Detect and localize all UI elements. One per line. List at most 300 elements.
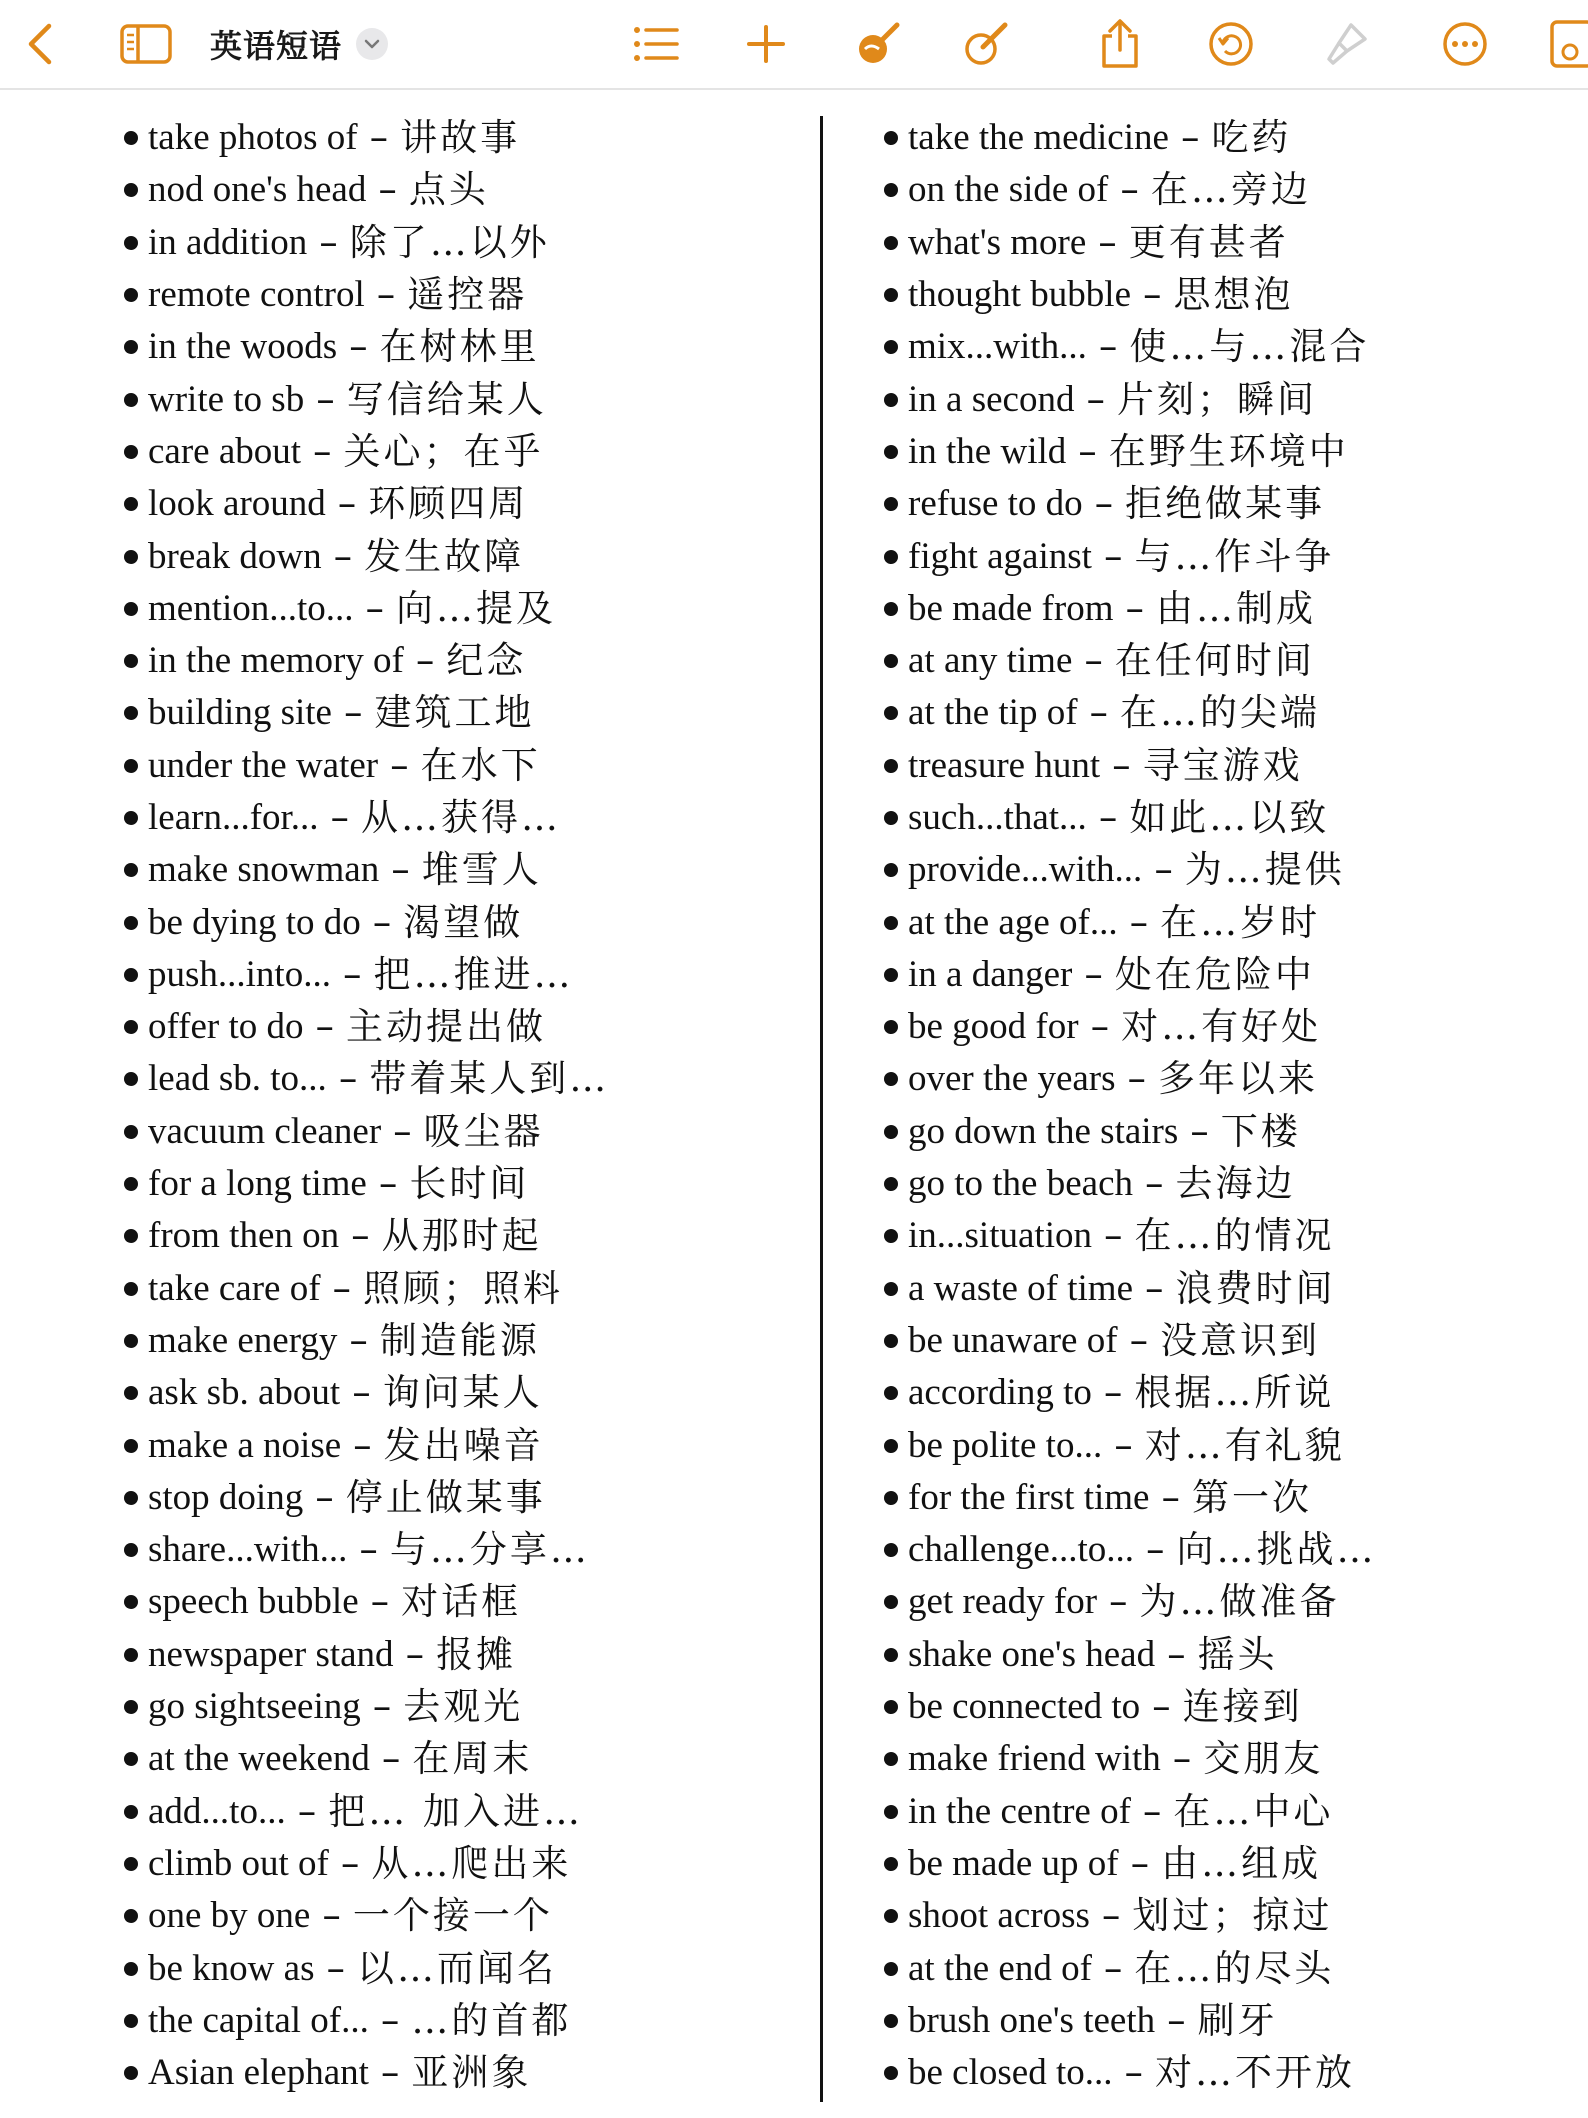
phrase-item	[124, 478, 609, 530]
document-title-menu[interactable]	[210, 10, 388, 78]
bullet-icon	[884, 1386, 898, 1400]
phrase-chinese: 第一次	[1191, 1475, 1312, 1519]
phrase-item	[124, 740, 609, 792]
phrase-english: mention...to...	[148, 587, 354, 629]
phrase-item	[124, 1472, 609, 1524]
bullet-icon	[884, 1491, 898, 1505]
bullet-icon	[124, 1020, 138, 1034]
dash-separator: –	[349, 1318, 368, 1362]
dash-separator: –	[351, 1214, 370, 1258]
phrase-english: a waste of time	[908, 1267, 1133, 1309]
dash-separator: –	[1101, 1894, 1121, 1938]
bullet-icon	[884, 1909, 898, 1923]
dash-separator: –	[1098, 796, 1118, 839]
bullet-icon	[884, 1125, 898, 1139]
phrase-english: speech bubble	[148, 1581, 359, 1623]
bullet-icon	[124, 706, 138, 720]
phrase-english: make a noise	[148, 1424, 342, 1466]
phrase-item	[124, 1419, 609, 1471]
phrase-chinese: 在…中心	[1173, 1789, 1334, 1833]
phrase-chinese: 拒绝做某事	[1125, 482, 1326, 526]
bullet-icon	[884, 602, 898, 616]
bullet-icon	[884, 916, 898, 930]
brush-icon[interactable]	[852, 10, 904, 78]
bullet-icon	[884, 1543, 898, 1557]
phrase-english: add...to...	[148, 1790, 286, 1832]
phrase-chinese: 为…提供	[1184, 848, 1345, 892]
phrase-english: share...with...	[148, 1529, 348, 1571]
phrase-english: from then on	[148, 1215, 340, 1257]
phrase-english: care about	[148, 430, 302, 472]
phrase-chinese: 对…有礼貌	[1144, 1423, 1345, 1467]
phrase-english: go down the stairs	[908, 1110, 1179, 1152]
phrase-chinese: 在树林里	[379, 325, 540, 369]
phrase-item	[124, 112, 609, 164]
bullet-icon	[884, 340, 898, 354]
bullet-icon	[124, 236, 138, 250]
dash-separator: –	[1103, 1214, 1123, 1258]
phrase-item	[124, 217, 609, 269]
dash-separator: –	[372, 1685, 392, 1729]
bullet-icon	[884, 1857, 898, 1871]
phrase-item	[884, 740, 1377, 792]
phrase-chinese: 交朋友	[1203, 1737, 1324, 1781]
phrase-item	[124, 1942, 609, 1994]
phrase-chinese: 去海边	[1175, 1162, 1296, 1206]
phrase-english: be made up of	[908, 1842, 1119, 1884]
phrase-item	[884, 1158, 1377, 1210]
bullet-icon	[124, 340, 138, 354]
phrase-chinese: 把…推进…	[373, 952, 574, 996]
bullet-icon	[124, 288, 138, 302]
phrase-item	[884, 1472, 1377, 1524]
phrase-english: for a long time	[148, 1163, 367, 1205]
phrase-item	[124, 530, 609, 582]
bullet-icon	[884, 811, 898, 825]
dash-separator: –	[297, 1789, 317, 1833]
bullet-icon	[884, 183, 898, 197]
bullet-icon	[124, 393, 138, 407]
phrase-item	[884, 1629, 1377, 1681]
phrase-english: climb out of	[148, 1842, 329, 1884]
phrase-item	[884, 1263, 1377, 1315]
phrase-item	[124, 1158, 609, 1210]
dash-separator: –	[405, 1632, 425, 1676]
bullet-icon	[884, 1962, 898, 1976]
phrase-chinese: 点头	[408, 168, 489, 212]
phrase-english: be closed to...	[908, 2052, 1113, 2094]
phrase-item	[124, 687, 609, 739]
phrase-english: Asian elephant	[148, 2052, 369, 2094]
dash-separator: –	[378, 168, 397, 212]
phrase-item	[124, 373, 609, 425]
bullet-icon	[124, 1386, 138, 1400]
dash-separator: –	[1172, 1737, 1192, 1781]
dash-separator: –	[316, 377, 335, 421]
phrase-chinese: 发生故障	[364, 534, 525, 578]
phrase-chinese: 写信给某人	[346, 377, 547, 421]
phrase-chinese: …的首都	[411, 1998, 572, 2042]
dash-separator: –	[349, 325, 368, 369]
dash-separator: –	[390, 743, 409, 787]
dash-separator: –	[380, 1998, 400, 2042]
dash-separator: –	[1090, 1005, 1110, 1049]
phrase-english: provide...with...	[908, 849, 1143, 891]
dash-separator: –	[353, 1423, 372, 1467]
list-icon[interactable]	[630, 10, 682, 78]
phrase-english: be made from	[908, 587, 1114, 629]
phrase-item	[884, 844, 1377, 896]
more-icon[interactable]	[1440, 10, 1490, 78]
phrase-english: brush one's teeth	[908, 1999, 1156, 2041]
phrase-item	[124, 1315, 609, 1367]
dash-separator: –	[1167, 1998, 1186, 2042]
phrase-chinese: 报摊	[436, 1632, 517, 1676]
dash-separator: –	[1084, 639, 1103, 683]
toolbar	[0, 0, 1588, 90]
phrase-chinese: 在…岁时	[1160, 900, 1321, 944]
phrase-item	[124, 1629, 609, 1681]
bullet-icon	[884, 393, 898, 407]
dash-separator: –	[1086, 377, 1105, 421]
phrase-chinese: 渴望做	[403, 900, 524, 944]
phrase-item	[124, 583, 609, 635]
bullet-icon	[124, 916, 138, 930]
bullet-icon	[884, 131, 898, 145]
bullet-icon	[124, 759, 138, 773]
phrase-item	[884, 1681, 1377, 1733]
dash-separator: –	[1109, 1580, 1128, 1624]
bullet-icon	[884, 1700, 898, 1714]
phrase-chinese: 在…的尖端	[1120, 691, 1321, 735]
dash-separator: –	[326, 1946, 345, 1990]
phrase-item	[124, 1838, 609, 1890]
phrase-chinese: 向…挑战…	[1176, 1528, 1377, 1572]
dash-separator: –	[415, 639, 435, 683]
phrase-item	[884, 1315, 1377, 1367]
phrase-english: over the years	[908, 1058, 1116, 1100]
bullet-icon	[124, 1334, 138, 1348]
phrase-item	[884, 1001, 1377, 1053]
bullet-icon	[124, 445, 138, 459]
bullet-icon	[124, 1805, 138, 1819]
phrase-chinese: 堆雪人	[421, 848, 542, 892]
phrase-item	[884, 635, 1377, 687]
phrase-item	[884, 1524, 1377, 1576]
phrase-chinese: 没意识到	[1160, 1318, 1321, 1362]
phrase-chinese: 主动提出做	[346, 1005, 546, 1049]
bullet-icon	[884, 497, 898, 511]
phrase-chinese: 对…不开放	[1154, 2051, 1355, 2095]
phrase-english: at any time	[908, 640, 1073, 682]
dash-separator: –	[1143, 273, 1162, 317]
phrase-english: be connected to	[908, 1686, 1141, 1728]
phrase-english: refuse to do	[908, 483, 1083, 525]
phrase-item	[124, 896, 609, 948]
pencil-icon[interactable]	[960, 10, 1012, 78]
phrase-item	[124, 1524, 609, 1576]
dash-separator: –	[1078, 429, 1097, 473]
phrase-english: look around	[148, 483, 326, 525]
bullet-icon	[124, 654, 138, 668]
phrase-chinese: 根据…所说	[1134, 1371, 1335, 1415]
dash-separator: –	[393, 1109, 412, 1153]
phrase-chinese: 停止做某事	[345, 1475, 546, 1519]
share-icon[interactable]	[1096, 10, 1144, 78]
column-divider	[820, 116, 823, 2102]
phrase-chinese: 讲故事	[400, 116, 521, 160]
dash-separator: –	[391, 848, 410, 892]
phrase-chinese: 在周末	[412, 1737, 533, 1781]
phrase-english: thought bubble	[908, 274, 1132, 316]
document-icon[interactable]	[1548, 10, 1588, 78]
dash-separator: –	[365, 586, 385, 630]
bullet-icon	[884, 1439, 898, 1453]
bullet-icon	[124, 183, 138, 197]
phrase-chinese: 把… 加入进…	[328, 1789, 583, 1833]
dash-separator: –	[1098, 325, 1118, 369]
phrase-item	[884, 426, 1377, 478]
dash-separator: –	[376, 273, 396, 317]
phrase-item	[124, 844, 609, 896]
bullet-icon	[124, 1857, 138, 1871]
phrase-english: for the first time	[908, 1476, 1150, 1518]
bullet-icon	[884, 759, 898, 773]
dash-separator: –	[1125, 586, 1144, 630]
phrase-chinese: 下楼	[1220, 1109, 1301, 1153]
bullet-icon	[124, 968, 138, 982]
dash-separator: –	[1145, 1162, 1164, 1206]
phrase-item	[884, 478, 1377, 530]
phrase-chinese: 除了…以外	[349, 220, 550, 264]
phrase-chinese: 一个接一个	[352, 1894, 553, 1938]
phrase-chinese: 如此…以致	[1129, 796, 1330, 839]
phrase-chinese: 发出噪音	[383, 1423, 544, 1467]
phrase-english: break down	[148, 535, 322, 577]
bullet-icon	[884, 2066, 898, 2080]
phrase-item	[884, 530, 1377, 582]
dash-separator: –	[340, 1841, 360, 1885]
dash-separator: –	[369, 116, 389, 160]
phrase-item	[884, 896, 1377, 948]
phrase-item	[124, 1681, 609, 1733]
bullet-icon	[124, 1543, 138, 1557]
phrase-english: take photos of	[148, 117, 358, 159]
phrase-chinese: 在…的尽头	[1134, 1946, 1335, 1990]
phrase-english: take the medicine	[908, 117, 1169, 159]
phrase-chinese: 吃药	[1211, 116, 1292, 160]
phrase-item	[884, 949, 1377, 1001]
phrase-item	[884, 1053, 1377, 1105]
dash-separator: –	[1129, 1318, 1149, 1362]
bullet-icon	[124, 1229, 138, 1243]
dash-separator: –	[1103, 1371, 1123, 1415]
dash-separator: –	[1142, 1789, 1162, 1833]
phrase-chinese: 与…作斗争	[1134, 534, 1335, 578]
phrase-item	[124, 164, 609, 216]
phrase-english: such...that...	[908, 797, 1087, 838]
bullet-icon	[884, 1805, 898, 1819]
phrase-chinese: 从…爬出来	[371, 1841, 572, 1885]
phrase-chinese: 纪念	[446, 639, 527, 683]
dash-separator: –	[337, 482, 357, 526]
phrase-english: remote control	[148, 274, 365, 316]
phrase-chinese: 长时间	[409, 1162, 530, 1206]
dash-separator: –	[1098, 220, 1117, 264]
phrase-item	[884, 217, 1377, 269]
phrase-english: push...into...	[148, 953, 331, 995]
phrase-english: newspaper stand	[148, 1633, 394, 1675]
phrase-item	[124, 1210, 609, 1262]
phrase-english: learn...for...	[148, 797, 319, 838]
phrase-english: be unaware of	[908, 1319, 1118, 1361]
phrase-chinese: 处在危险中	[1114, 952, 1315, 996]
add-icon[interactable]	[744, 10, 788, 78]
phrase-item	[124, 269, 609, 321]
phrase-chinese: 与…分享…	[389, 1528, 590, 1572]
bullet-icon	[884, 2014, 898, 2028]
phrase-chinese: 划过；掠过	[1132, 1894, 1333, 1938]
phrase-chinese: 建筑工地	[374, 691, 535, 735]
phrase-item	[884, 373, 1377, 425]
phrase-english: in the memory of	[148, 640, 404, 682]
phrase-item	[124, 1001, 609, 1053]
phrase-english: in a danger	[908, 953, 1073, 995]
dash-separator: –	[1130, 1841, 1150, 1885]
bullet-icon	[884, 1648, 898, 1662]
dash-separator: –	[1114, 1423, 1133, 1467]
dash-separator: –	[352, 1371, 371, 1415]
phrase-english: fight against	[908, 535, 1092, 577]
dash-separator: –	[1167, 1632, 1186, 1676]
phrase-item	[124, 1995, 609, 2047]
phrase-item	[124, 1786, 609, 1838]
phrase-english: in the centre of	[908, 1790, 1131, 1832]
phrase-chinese: 由…制成	[1155, 586, 1316, 630]
dash-separator: –	[370, 1580, 390, 1624]
back-icon[interactable]	[18, 10, 62, 78]
dash-separator: –	[1180, 116, 1200, 160]
phrase-chinese: 遥控器	[407, 273, 528, 317]
phrase-item	[884, 1367, 1377, 1419]
bullet-icon	[884, 1752, 898, 1766]
phrase-english: mix...with...	[908, 326, 1087, 368]
phrase-english: in the woods	[148, 326, 338, 368]
phrase-item	[884, 1106, 1377, 1158]
phrase-item	[124, 1367, 609, 1419]
phrase-item	[884, 2047, 1377, 2099]
phrase-chinese: 吸尘器	[423, 1109, 544, 1153]
phrase-english: make friend with	[908, 1738, 1161, 1780]
dash-separator: –	[372, 900, 392, 944]
phrase-chinese: 连接到	[1182, 1685, 1303, 1729]
paintbrush-icon[interactable]	[1320, 10, 1372, 78]
phrase-english: lead sb. to...	[148, 1058, 327, 1100]
bullet-icon	[884, 236, 898, 250]
dash-separator: –	[1089, 691, 1109, 735]
dash-separator: –	[315, 1005, 334, 1049]
phrase-chinese: 从…获得…	[361, 796, 562, 839]
phrase-item	[884, 269, 1377, 321]
bullet-icon	[884, 968, 898, 982]
bullet-icon	[124, 811, 138, 825]
phrase-list-left	[124, 112, 609, 2099]
dash-separator: –	[319, 220, 338, 264]
phrase-item	[124, 635, 609, 687]
phrase-list-right	[884, 112, 1377, 2099]
phrase-item	[124, 2047, 609, 2099]
phrase-chinese: 浪费时间	[1175, 1266, 1336, 1310]
phrase-english: make snowman	[148, 849, 380, 891]
bullet-icon	[124, 1491, 138, 1505]
bullet-icon	[124, 2066, 138, 2080]
bullet-icon	[884, 654, 898, 668]
phrase-item	[884, 1576, 1377, 1628]
dash-separator: –	[343, 691, 363, 735]
phrase-item	[124, 949, 609, 1001]
phrase-chinese: 询问某人	[382, 1371, 543, 1415]
phrase-english: in...situation	[908, 1215, 1092, 1257]
phrase-chinese: 关心；在乎	[343, 429, 544, 473]
phrase-item	[124, 1733, 609, 1785]
bullet-icon	[124, 1700, 138, 1714]
dash-separator: –	[1084, 952, 1103, 996]
phrase-english: nod one's head	[148, 169, 367, 211]
phrase-chinese: 片刻；瞬间	[1116, 377, 1317, 421]
dash-separator: –	[1120, 168, 1139, 212]
dash-separator: –	[1112, 743, 1131, 787]
phrase-english: at the end of	[908, 1947, 1092, 1989]
phrase-item	[124, 792, 609, 844]
phrase-chinese: 在…的情况	[1134, 1214, 1335, 1258]
phrase-english: at the weekend	[148, 1738, 370, 1780]
bullet-icon	[884, 445, 898, 459]
bullet-icon	[124, 550, 138, 564]
bullet-icon	[884, 1020, 898, 1034]
phrase-item	[124, 426, 609, 478]
phrase-english: vacuum cleaner	[148, 1110, 382, 1152]
phrase-item	[884, 1995, 1377, 2047]
phrase-chinese: 制造能源	[379, 1318, 540, 1362]
phrase-english: the capital of...	[148, 1999, 369, 2041]
phrase-english: treasure hunt	[908, 744, 1101, 786]
phrase-item	[124, 1890, 609, 1942]
phrase-english: building site	[148, 692, 332, 734]
phrase-english: in addition	[148, 221, 308, 263]
dash-separator: –	[338, 1057, 358, 1101]
sidebar-icon[interactable]	[118, 10, 174, 78]
phrase-chinese: 更有甚者	[1128, 220, 1289, 264]
bullet-icon	[884, 1282, 898, 1296]
bullet-icon	[124, 1439, 138, 1453]
phrase-english: be dying to do	[148, 901, 361, 943]
phrase-english: shoot across	[908, 1895, 1090, 1937]
phrase-chinese: 在…旁边	[1150, 168, 1311, 212]
dash-separator: –	[313, 429, 332, 473]
bullet-icon	[884, 1595, 898, 1609]
dash-separator: –	[1161, 1475, 1180, 1519]
phrase-item	[884, 1210, 1377, 1262]
document-title: 英语短语	[210, 27, 343, 65]
chevron-down-icon[interactable]	[356, 28, 388, 60]
dash-separator: –	[330, 796, 350, 839]
phrase-english: in the wild	[908, 430, 1067, 472]
phrase-english: under the water	[148, 744, 379, 786]
undo-icon[interactable]	[1206, 10, 1256, 78]
phrase-chinese: 寻宝游戏	[1142, 743, 1303, 787]
bullet-icon	[124, 1072, 138, 1086]
phrase-item	[884, 321, 1377, 373]
